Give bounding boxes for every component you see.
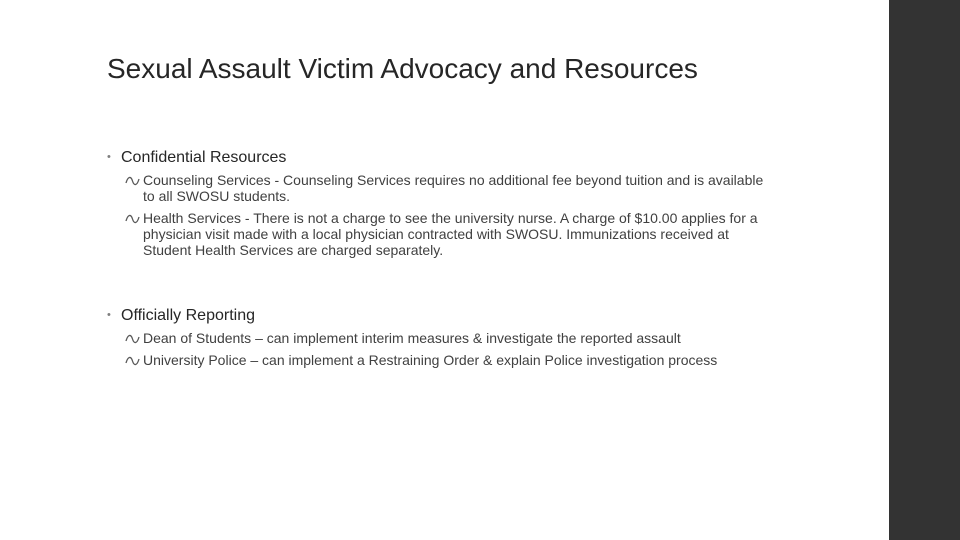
- list-item: [107, 330, 773, 346]
- section-confidential-resources: [107, 148, 787, 264]
- wave-bullet-icon: [125, 352, 143, 368]
- section-heading: Confidential Resources: [121, 149, 287, 166]
- list-item-text: Dean of Students – can implement interim measures & investigate the reported assault: [143, 330, 681, 346]
- list-item: [107, 352, 773, 368]
- sub-bullet-list: [107, 172, 787, 258]
- wave-bullet-icon: [125, 210, 143, 226]
- list-item: [107, 210, 773, 258]
- section-heading: Officially Reporting: [121, 307, 255, 324]
- wave-bullet-icon: [125, 172, 143, 188]
- section-officially-reporting: [107, 306, 787, 374]
- list-item: [107, 172, 773, 204]
- bullet-dot-icon: •: [107, 151, 111, 163]
- slide-title: Sexual Assault Victim Advocacy and Resources: [107, 53, 698, 84]
- bullet-dot-icon: •: [107, 309, 111, 321]
- section-heading-row: [107, 148, 787, 167]
- list-item-text: University Police – can implement a Restraining Order & explain Police investigation process: [143, 352, 718, 368]
- list-item-text: Counseling Services - Counseling Services requires no additional fee beyond tuition and is available to all SWOSU students.: [143, 172, 764, 204]
- section-heading-row: [107, 306, 787, 325]
- wave-bullet-icon: [125, 330, 143, 346]
- side-accent-bar: [889, 0, 960, 540]
- list-item-text: Health Services - There is not a charge to see the university nurse. A charge of $10.00 applies for a physician visit made with a local physician contracted with SWOSU. Immunizations received at Student Health Services are charged separately.: [143, 210, 758, 258]
- sub-bullet-list: [107, 330, 787, 368]
